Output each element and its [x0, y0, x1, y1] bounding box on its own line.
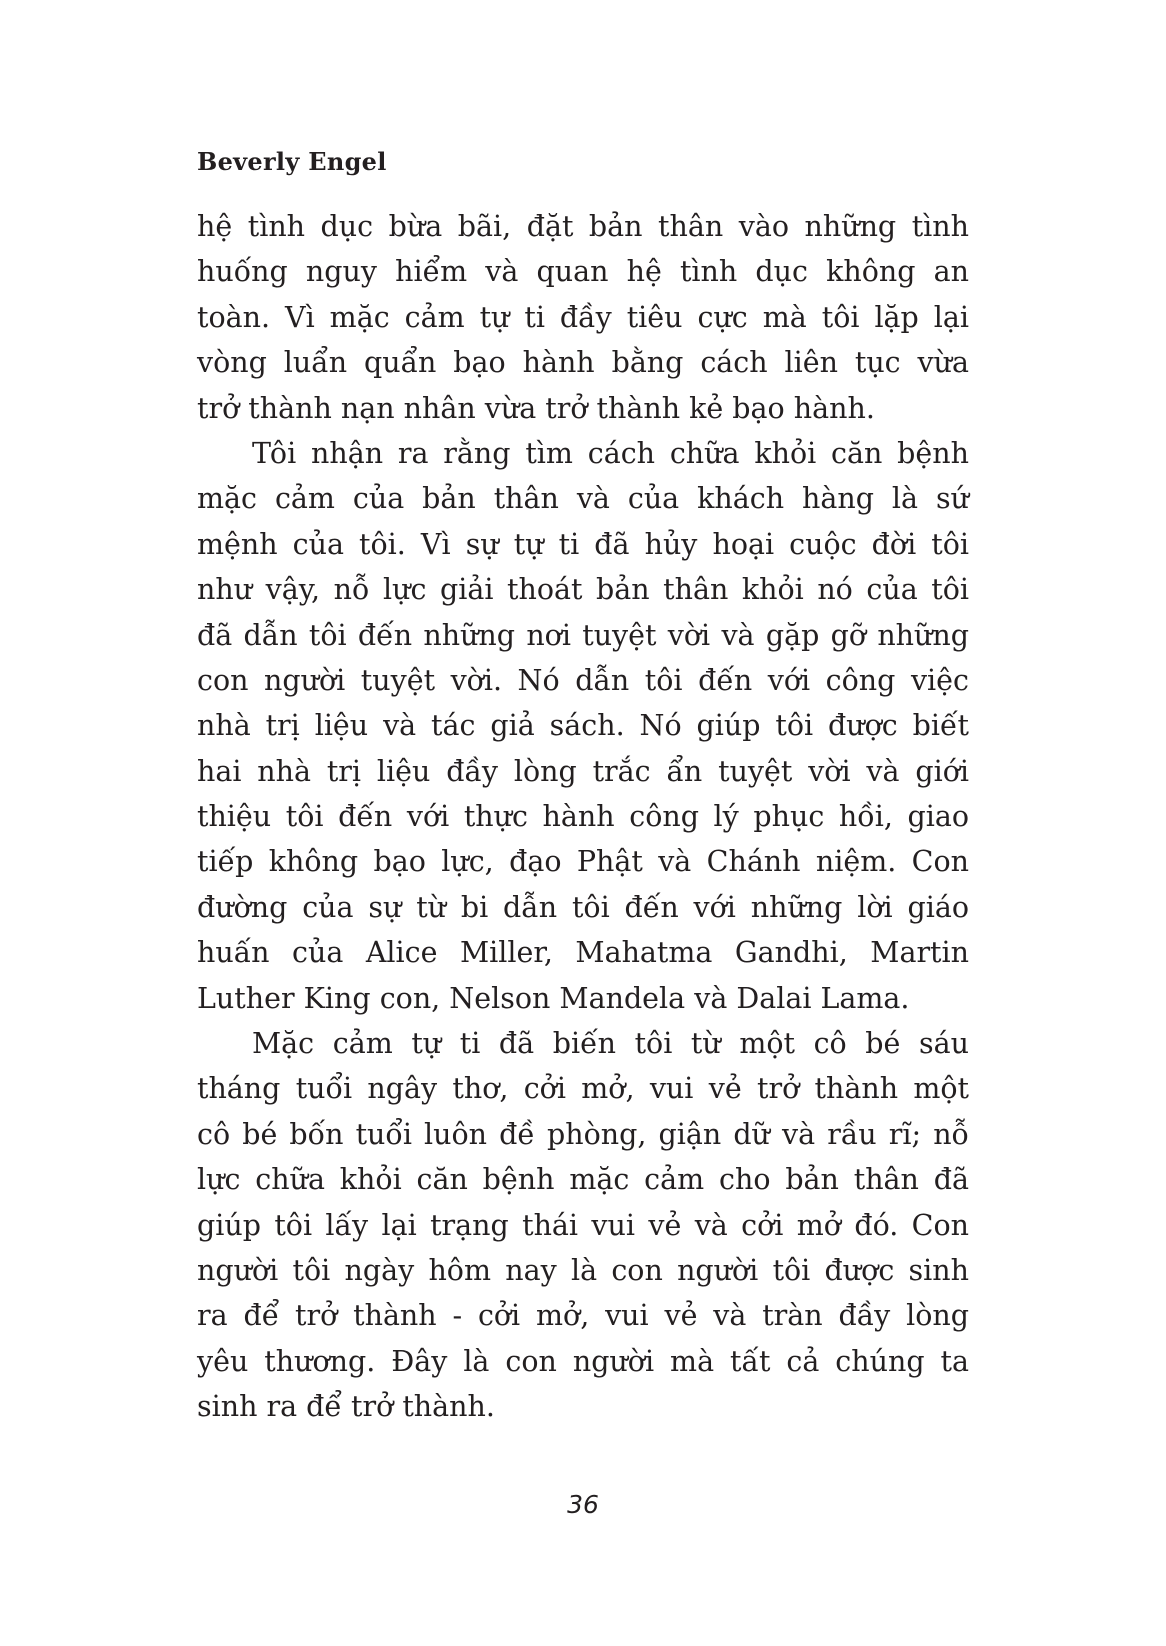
text-line: người tôi ngày hôm nay là con người tôi được sinh: [197, 1253, 969, 1287]
text-line: tháng tuổi ngây thơ, cởi mở, vui vẻ trở thành một: [197, 1072, 969, 1106]
text-line: yêu thương. Đây là con người mà tất cả chúng ta: [197, 1344, 969, 1378]
text-line: toàn. Vì mặc cảm tự ti đầy tiêu cực mà tôi lặp lại: [197, 300, 969, 334]
text-line: tiếp không bạo lực, đạo Phật và Chánh niệm. Con: [197, 845, 969, 879]
text-line: trở thành nạn nhân vừa trở thành kẻ bạo hành.: [197, 391, 875, 425]
text-line: huống nguy hiểm và quan hệ tình dục không an: [197, 255, 969, 289]
text-line: con người tuyệt vời. Nó dẫn tôi đến với công việc: [197, 663, 969, 697]
text-line: ra để trở thành - cởi mở, vui vẻ và tràn đầy lòng: [197, 1299, 969, 1333]
paragraph: [197, 431, 969, 1021]
paragraph: [197, 1021, 969, 1430]
text-line: lực chữa khỏi căn bệnh mặc cảm cho bản thân đã: [197, 1163, 969, 1197]
text-line: mặc cảm của bản thân và của khách hàng là sứ: [197, 482, 969, 516]
text-line: thiệu tôi đến với thực hành công lý phục hồi, giao: [197, 800, 969, 834]
text-line: như vậy, nỗ lực giải thoát bản thân khỏi nó của tôi: [197, 573, 969, 607]
text-line: đường của sự từ bi dẫn tôi đến với những lời giáo: [197, 890, 969, 924]
text-line: vòng luẩn quẩn bạo hành bằng cách liên tục vừa: [197, 346, 969, 380]
page-number: 36: [567, 1490, 599, 1519]
text-line: cô bé bốn tuổi luôn đề phòng, giận dữ và rầu rĩ; nỗ: [197, 1117, 969, 1151]
text-line: hai nhà trị liệu đầy lòng trắc ẩn tuyệt vời và giới: [197, 754, 969, 788]
text-line: sinh ra để trở thành.: [197, 1390, 495, 1424]
running-head-author: Beverly Engel: [197, 147, 387, 176]
text-line: mệnh của tôi. Vì sự tự ti đã hủy hoại cuộc đời tôi: [197, 527, 969, 561]
text-line: huấn của Alice Miller, Mahatma Gandhi, Martin: [197, 936, 969, 970]
text-line: nhà trị liệu và tác giả sách. Nó giúp tôi được biết: [197, 709, 969, 743]
paragraph: [197, 204, 969, 431]
text-line: hệ tình dục bừa bãi, đặt bản thân vào những tình: [197, 210, 969, 243]
text-line: Tôi nhận ra rằng tìm cách chữa khỏi căn bệnh: [252, 436, 969, 470]
text-line: Mặc cảm tự ti đã biến tôi từ một cô bé sáu: [252, 1027, 969, 1061]
text-line: Luther King con, Nelson Mandela và Dalai Lama.: [197, 981, 910, 1015]
text-line: đã dẫn tôi đến những nơi tuyệt vời và gặp gỡ những: [197, 618, 969, 652]
body-text: [197, 204, 969, 1430]
text-line: giúp tôi lấy lại trạng thái vui vẻ và cởi mở đó. Con: [197, 1208, 969, 1242]
